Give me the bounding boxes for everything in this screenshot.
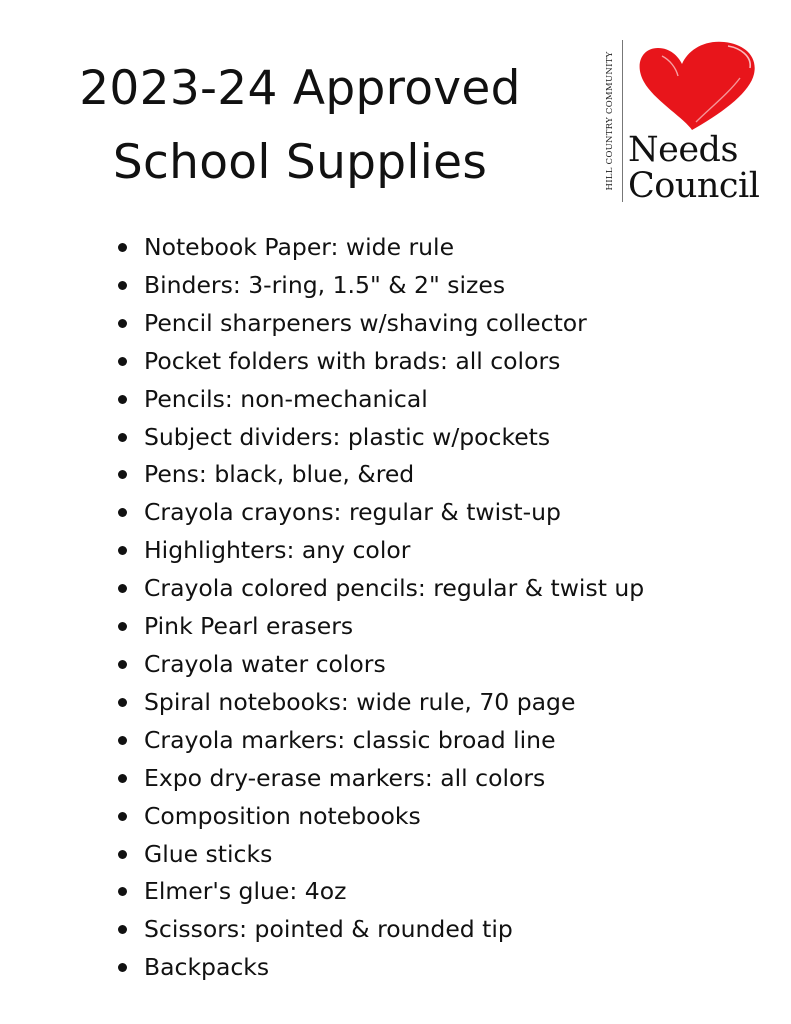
list-item-text: Spiral notebooks: wide rule, 70 page	[144, 687, 576, 716]
bullet-icon	[118, 660, 127, 669]
needs-council-logo	[600, 36, 765, 206]
bullet-icon	[118, 433, 127, 442]
bullet-icon	[118, 698, 127, 707]
list-item-text: Crayola colored pencils: regular & twist up	[144, 574, 645, 603]
list-item	[118, 836, 644, 874]
bullet-icon	[118, 281, 127, 290]
list-item	[118, 570, 644, 608]
list-item-text: Pencils: non-mechanical	[144, 384, 428, 413]
bullet-icon	[118, 470, 127, 479]
bullet-icon	[118, 736, 127, 745]
bullet-icon	[118, 357, 127, 366]
list-item-text: Crayola water colors	[144, 649, 386, 678]
list-item	[118, 381, 644, 419]
logo-word-needs: Needs	[628, 130, 738, 170]
heart-icon	[632, 38, 762, 134]
list-item	[118, 419, 644, 457]
logo-divider	[622, 40, 623, 202]
list-item-text: Binders: 3-ring, 1.5" & 2" sizes	[144, 270, 506, 299]
list-item-text: Notebook Paper: wide rule	[144, 233, 455, 261]
list-item-text: Elmer's glue: 4oz	[144, 877, 347, 906]
bullet-icon	[118, 963, 127, 972]
list-item	[118, 267, 644, 305]
list-item-text: Composition notebooks	[144, 801, 421, 830]
bullet-icon	[118, 812, 127, 821]
list-item-text: Highlighters: any color	[144, 536, 411, 565]
bullet-icon	[118, 774, 127, 783]
bullet-icon	[118, 508, 127, 517]
list-item	[118, 722, 644, 760]
bullet-icon	[118, 622, 127, 631]
list-item-text: Crayola markers: classic broad line	[144, 725, 556, 754]
list-item	[118, 684, 644, 722]
bullet-icon	[118, 243, 127, 252]
heart-shape	[640, 42, 755, 130]
list-item	[118, 494, 644, 532]
list-item	[118, 229, 644, 267]
bullet-icon	[118, 319, 127, 328]
bullet-icon	[118, 546, 127, 555]
supply-list	[118, 229, 644, 987]
list-item	[118, 949, 644, 987]
list-item-text: Pocket folders with brads: all colors	[144, 346, 561, 375]
list-item-text: Backpacks	[144, 953, 270, 982]
logo-vertical-text	[600, 36, 620, 206]
list-item-text: Expo dry-erase markers: all colors	[144, 763, 546, 792]
bullet-icon	[118, 925, 127, 934]
bullet-icon	[118, 584, 127, 593]
list-item	[118, 760, 644, 798]
title-line-1: 2023-24 Approved	[79, 61, 521, 116]
list-item-text: Subject dividers: plastic w/pockets	[144, 422, 551, 451]
list-item-text: Pink Pearl erasers	[144, 612, 354, 641]
list-item-text: Glue sticks	[144, 839, 273, 868]
logo-tagline: HILL COUNTRY COMMUNITY	[605, 51, 615, 191]
list-item	[118, 608, 644, 646]
list-item	[118, 305, 644, 343]
bullet-icon	[118, 887, 127, 896]
list-item-text: Crayola crayons: regular & twist-up	[144, 498, 561, 527]
list-item	[118, 911, 644, 949]
list-item	[118, 456, 644, 494]
page-title	[40, 52, 560, 200]
list-item	[118, 343, 644, 381]
bullet-icon	[118, 395, 127, 404]
title-line-2: School Supplies	[112, 135, 488, 190]
list-item	[118, 646, 644, 684]
list-item	[118, 798, 644, 836]
list-item	[118, 873, 644, 911]
list-item-text: Pens: black, blue, &red	[144, 460, 415, 489]
logo-word-council: Council	[628, 166, 760, 206]
list-item	[118, 532, 644, 570]
bullet-icon	[118, 850, 127, 859]
list-item-text: Scissors: pointed & rounded tip	[144, 915, 513, 944]
list-item-text: Pencil sharpeners w/shaving collector	[144, 308, 587, 337]
